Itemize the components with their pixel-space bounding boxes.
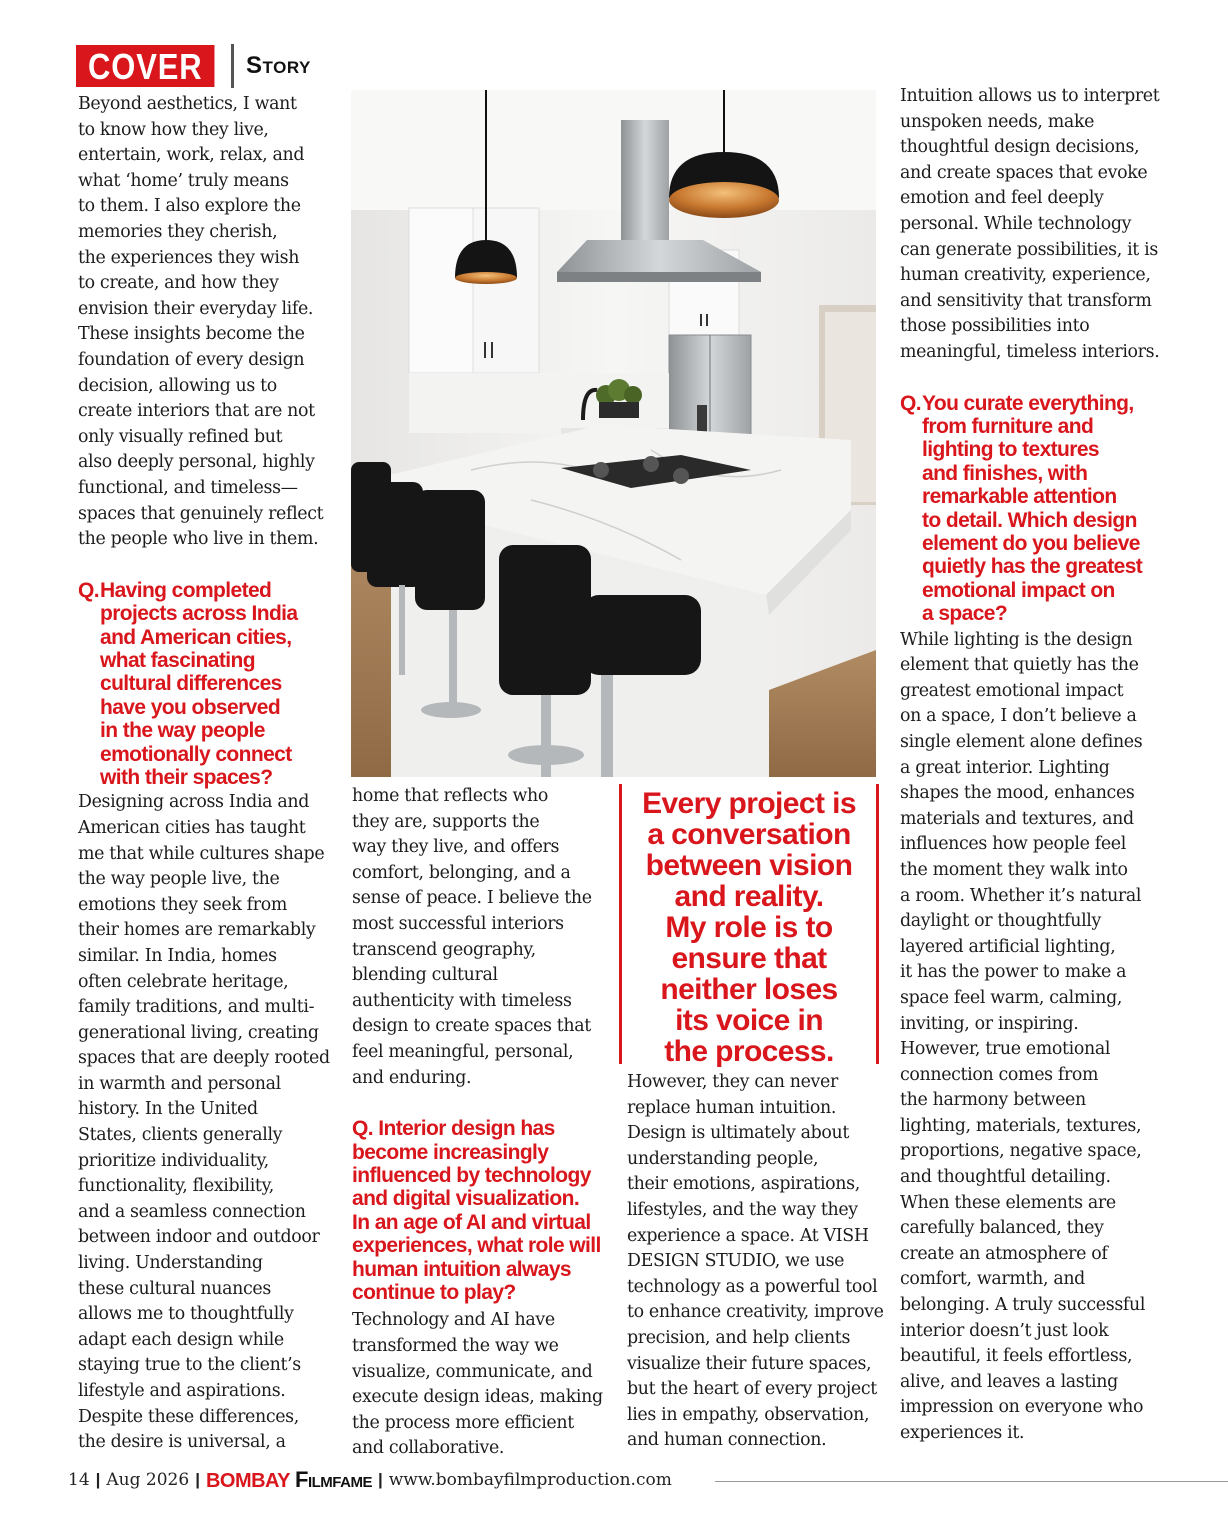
issue-date: Aug 2026 [106,1470,190,1490]
website-url[interactable]: www.bombayfilmproduction.com [388,1470,672,1490]
column-4 [900,84,1162,1447]
kitchen-illustration [351,90,876,777]
body-paragraph: While lighting is the design element that quietly has the greatest emotional impact on a space, I don’t believe a single element alone defines a great interior. Lighting shapes the mood, enhances materials and textures, and influences how people feel the moment they walk into a room. Whether it’s natural daylight or thoughtfully layered artificial lighting, it has the power to make a space feel warm, calming, inviting, or inspiring. However, true emotional connection comes from the harmony between lighting, materials, textures, proportions, negative space, and thoughtful detailing. When these elements are carefully balanced, they create an atmosphere of comfort, warmth, and belonging. A truly successful interior doesn’t just look beautiful, it feels effortless, alive, and leaves a lasting impression on everyone who experiences it. [900,629,1146,1443]
question-mark: Q. [900,391,921,415]
question-heading [78,579,340,790]
question-mark: Q. [352,1117,373,1141]
question-text [352,1117,614,1304]
brand-logo-filmfame: Filmfame [295,1467,372,1492]
footer-divider: | [195,1470,200,1489]
page-number: 14 [68,1470,90,1490]
body-paragraph: home that reflects who they are, supports the way they live, and offers comfort, belonging, and a sense of peace. I believe the most successful interiors transcend geography, blending cultural authenticity with timeless design to create spaces that feel meaningful, personal, and enduring. [352,786,592,1088]
kitchen-photo [351,90,876,777]
brand-logo-bombay: BOMBAY [205,1470,291,1492]
column-2 [352,784,614,1462]
question-heading [352,1117,614,1304]
section-tag-story: Story [246,52,311,79]
question-text: Having completed projects across India and American cities, what fascinating cultural differences have you observed in the way people emotionally connect with their spaces? [100,578,298,789]
body-paragraph: Beyond aesthetics, I want to know how they live, entertain, work, relax, and what ‘home’ truly means to them. I also explore the memories they cherish, the experiences they wish to create, and how they envision their everyday life. These insights become the foundation of every design decision, allowing us to create interiors that are not only visually refined but also deeply personal, highly functional, and timeless— spaces that genuinely reflect the people who live in them. [78,94,324,550]
brand-logo [206,1467,372,1493]
column-3 [627,1070,889,1454]
section-header [76,44,311,88]
page-footer [68,1466,672,1494]
section-tag-cover: COVER [76,45,214,87]
question-mark: Q. [78,578,99,602]
footer-rule [715,1481,1228,1482]
pull-quote-text: Every project is a conversation between vision and reality. My role is to ensure that neither loses its voice in the process. [642,787,856,1068]
body-paragraph: However, they can never replace human intuition. Design is ultimately about understanding people, their emotions, aspirations, lifestyles, and the way they experience a space. At VISH DESIGN STUDIO, we use technology as a powerful tool to enhance creativity, improve precision, and help clients visualize their future spaces, but the heart of every project lies in empathy, observation, and human connection. [627,1072,884,1451]
body-paragraph: Technology and AI have transformed the way we visualize, communicate, and execute design ideas, making the process more efficient and collaborative. [352,1310,603,1459]
header-divider [231,44,234,88]
column-1 [78,92,340,1456]
pull-quote [619,784,879,1068]
footer-divider: | [95,1470,101,1489]
footer-divider: | [377,1470,383,1489]
body-paragraph: Designing across India and American cities has taught me that while cultures shape the way people live, the emotions they seek from their homes are remarkably similar. In India, homes often celebrate heritage, family traditions, and multi- generational living, creating spaces that are deeply rooted in warmth and personal history. In the United States, clients generally prioritize individuality, functionality, flexibility, and a seamless connection between indoor and outdoor living. Understanding these cultural nuances allows me to thoughtfully adapt each design while staying true to the client’s lifestyle and aspirations. Despite these differences, the desire is universal, a [78,792,330,1453]
body-paragraph: Intuition allows us to interpret unspoken needs, make thoughtful design decisions, and create spaces that evoke emotion and feel deeply personal. While technology can generate possibilities, it is human creativity, experience, and sensitivity that transform those possibilities into meaningful, timeless interiors. [900,86,1160,362]
question-heading [900,392,1162,626]
question-text: You curate everything, from furniture and lighting to textures and finishes, with remarkable attention to detail. Which design element do you believe quietly has the greatest emotional impact on a space? [922,391,1143,626]
question-body: Interior design has become increasingly influenced by technology and digital visualization. In an age of AI and virtual experiences, what role will human intuition always continue to play? [352,1117,601,1304]
